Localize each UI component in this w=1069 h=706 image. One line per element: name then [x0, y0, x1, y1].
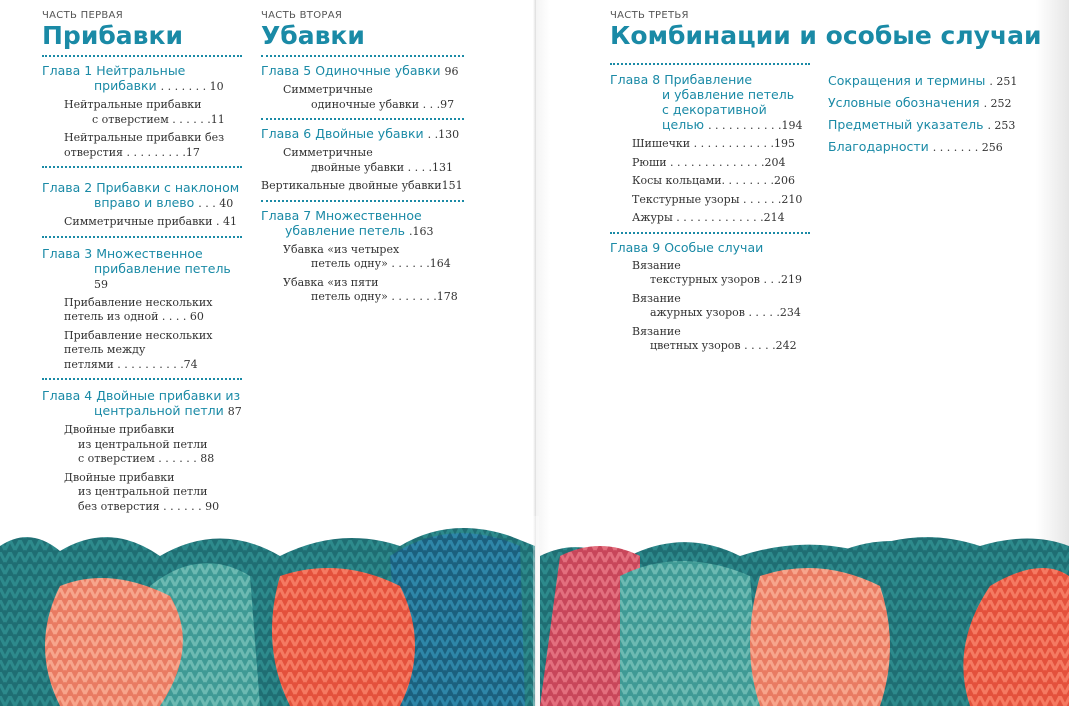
chapter-8-title-4: целью	[662, 117, 705, 132]
chapter-8-title-2: и убавление петель	[662, 87, 795, 102]
extras-column	[828, 70, 1028, 158]
chapter-6-block	[261, 126, 464, 202]
chapter-1-title: Глава 1 Нейтральные	[42, 63, 186, 78]
chapter-4-title-2: центральной петли	[94, 403, 224, 418]
toc-entry[interactable]	[42, 131, 242, 160]
chapter-8-title-3: с декоративной	[662, 102, 767, 117]
chapter-4-block	[42, 388, 242, 520]
entry-page: . . . . 60	[161, 310, 204, 323]
entry-line: с отверстием	[92, 112, 169, 126]
toc-entry[interactable]	[610, 137, 810, 152]
entry-page: . . .219	[763, 273, 802, 286]
toc-entry[interactable]	[42, 215, 242, 230]
chapter-8-heading[interactable]	[610, 72, 810, 133]
entry-line: Ажуры	[632, 211, 673, 224]
entry-line: Нейтральные прибавки без	[64, 131, 225, 144]
chapter-6-page: . .130	[427, 128, 460, 141]
entry-line: петель одну»	[311, 257, 388, 270]
chapter-8-block	[610, 72, 810, 234]
entry-page: . . . .131	[407, 160, 454, 174]
toc-entry[interactable]	[42, 98, 242, 127]
entry-line: Текстурные узоры	[632, 192, 740, 206]
entry-line: Симметричные прибавки	[64, 215, 213, 228]
chapter-7-title-2: убавление петель	[285, 222, 405, 238]
chapter-1-page: . . . . . . . 10	[160, 80, 224, 93]
toc-extra-thanks[interactable]	[828, 136, 1028, 158]
extra-label: Благодарности	[828, 139, 929, 154]
toc-extra-abbreviations[interactable]	[828, 70, 1028, 92]
entry-page: . . . . . . . . .17	[126, 145, 200, 159]
extra-page: . 251	[989, 75, 1018, 88]
part2-title: Убавки	[261, 22, 464, 57]
entry-line: Прибавление нескольких	[64, 295, 213, 309]
chapter-2-block	[42, 180, 242, 238]
chapter-5-heading[interactable]	[261, 63, 464, 79]
entry-page: . . . . . . 88	[158, 452, 215, 465]
entry-line: Вертикальные двойные убавки	[261, 179, 442, 192]
entry-line: из центральной петли	[78, 485, 208, 498]
entry-line: Симметричные	[283, 146, 373, 159]
entry-line: Шишечки	[632, 137, 691, 150]
entry-line: из центральной петли	[78, 437, 208, 451]
entry-line: петель одну»	[311, 290, 388, 303]
toc-entry[interactable]	[261, 83, 464, 112]
chapter-5-title: Глава 5 Одиночные убавки	[261, 63, 441, 78]
chapter-8-page: . . . . . . . . . . .194	[708, 119, 803, 132]
entry-page: . . . . .242	[744, 339, 797, 352]
extra-page: . 252	[983, 97, 1012, 110]
toc-entry[interactable]	[42, 329, 242, 373]
toc-entry[interactable]	[610, 211, 810, 226]
entry-line: Косы кольцами	[632, 174, 722, 187]
chapter-4-heading[interactable]	[42, 388, 242, 419]
entry-page: . . . . . . . . . . . .195	[693, 137, 796, 150]
chapter-9-heading[interactable]	[610, 240, 810, 255]
entry-line: ажурных узоров	[650, 306, 745, 319]
extra-page: . 253	[987, 119, 1016, 132]
chapter-3-page: 59	[94, 277, 108, 291]
entry-line: Убавка «из пяти	[283, 275, 379, 289]
entry-line: Двойные прибавки	[64, 423, 175, 436]
entry-line: отверстия	[64, 145, 123, 159]
chapter-2-title-2: вправо и влево	[94, 195, 195, 210]
part3-divider	[610, 63, 810, 65]
extra-label: Предметный указатель	[828, 117, 984, 132]
part2-label: ЧАСТЬ ВТОРАЯ	[261, 10, 343, 21]
toc-entry[interactable]	[42, 296, 242, 325]
chapter-9-title: Глава 9 Особые случаи	[610, 239, 764, 255]
chapter-3-block	[42, 246, 242, 381]
entry-line: текстурных узоров	[650, 273, 760, 286]
toc-entry[interactable]	[610, 325, 810, 354]
toc-entry[interactable]	[610, 259, 810, 288]
entry-page: . . . . . .164	[391, 257, 451, 270]
toc-entry[interactable]	[610, 156, 810, 171]
toc-entry[interactable]	[610, 174, 810, 189]
extra-label: Сокращения и термины	[828, 73, 986, 88]
entry-page: . . . . . . . . . .74	[117, 357, 198, 371]
chapter-3-title-2: прибавление петель	[94, 260, 231, 276]
entry-line: двойные убавки	[311, 160, 405, 174]
part3-column	[610, 10, 1042, 50]
chapter-8-title: Глава 8 Прибавление	[610, 72, 753, 87]
chapter-3-heading[interactable]	[42, 246, 242, 292]
entry-page: 151	[441, 179, 463, 192]
entry-page: . . . . . .210	[742, 192, 803, 206]
entry-page: . . . . . .11	[172, 112, 225, 126]
entry-page: . . . . . . .178	[391, 290, 458, 303]
chapter-7-title: Глава 7 Множественное	[261, 207, 422, 223]
chapter-7-page: .163	[408, 224, 434, 238]
toc-entry[interactable]	[261, 276, 464, 305]
entry-line: одиночные убавки	[311, 97, 420, 111]
part1-column	[42, 10, 242, 520]
part3-title: Комбинации и особые случаи	[610, 21, 1042, 50]
extra-page: . . . . . . . 256	[932, 141, 1003, 154]
chapter-5-page: 96	[444, 65, 459, 78]
entry-line: цветных узоров	[650, 339, 741, 352]
entry-line: Вязание	[632, 258, 681, 272]
entry-line: петель из одной	[64, 310, 159, 323]
chapter-7-heading[interactable]	[261, 208, 464, 239]
entry-page: . . . . . . . .206	[721, 174, 795, 187]
entry-page: . . . . . . 90	[163, 499, 220, 513]
part1-title: Прибавки	[42, 22, 242, 57]
toc-entry[interactable]	[261, 179, 464, 194]
entry-line: петель между	[64, 343, 146, 356]
chapter-5-block	[261, 63, 464, 120]
chapter-3-title: Глава 3 Множественное	[42, 245, 203, 261]
entry-line: Убавка «из четырех	[283, 242, 400, 256]
entry-page: . 41	[215, 215, 237, 228]
chapter-1-title-2: прибавки	[94, 78, 157, 93]
entry-line: Нейтральные прибавки	[64, 98, 202, 111]
toc-extra-index[interactable]	[828, 114, 1028, 136]
chapter-1-heading[interactable]	[42, 63, 242, 94]
entry-line: Симметричные	[283, 83, 373, 96]
part3-chapters	[610, 66, 810, 360]
toc-entry[interactable]	[610, 292, 810, 321]
part3-label: ЧАСТЬ ТРЕТЬЯ	[610, 10, 689, 21]
toc-extra-symbols[interactable]	[828, 92, 1028, 114]
entry-page: . . . . . . . . . . . . .214	[676, 211, 785, 224]
entry-line: Двойные прибавки	[64, 470, 175, 484]
toc-entry[interactable]	[42, 423, 242, 467]
entry-line: Прибавление нескольких	[64, 328, 213, 342]
knitted-swatch-photo	[0, 516, 1069, 706]
entry-line: Вязание	[632, 324, 681, 338]
chapter-4-page: 87	[227, 405, 242, 418]
toc-entry[interactable]	[42, 471, 242, 515]
entry-line: с отверстием	[78, 452, 155, 465]
entry-line: без отверстия	[78, 499, 160, 513]
chapter-6-heading[interactable]	[261, 126, 464, 142]
chapter-2-title: Глава 2 Прибавки с наклоном	[42, 180, 240, 195]
chapter-9-block	[610, 240, 810, 360]
chapter-2-page: . . . 40	[198, 197, 234, 210]
chapter-1-block	[42, 63, 242, 168]
entry-page: . . .97	[422, 97, 455, 111]
entry-line: Рюши	[632, 155, 667, 169]
chapter-6-title: Глава 6 Двойные убавки	[261, 126, 424, 141]
extra-label: Условные обозначения	[828, 95, 980, 110]
chapter-2-heading[interactable]	[42, 180, 242, 211]
part2-column	[261, 10, 464, 311]
entry-page: . . . . .234	[748, 306, 801, 319]
toc-entry[interactable]	[610, 193, 810, 208]
toc-entry[interactable]	[261, 146, 464, 175]
entry-line: петлями	[64, 357, 114, 371]
part1-label: ЧАСТЬ ПЕРВАЯ	[42, 10, 123, 21]
entry-line: Вязание	[632, 291, 681, 305]
chapter-7-block	[261, 208, 464, 311]
chapter-4-title: Глава 4 Двойные прибавки из	[42, 388, 241, 403]
toc-entry[interactable]	[261, 243, 464, 272]
entry-page: . . . . . . . . . . . . . .204	[670, 155, 786, 169]
